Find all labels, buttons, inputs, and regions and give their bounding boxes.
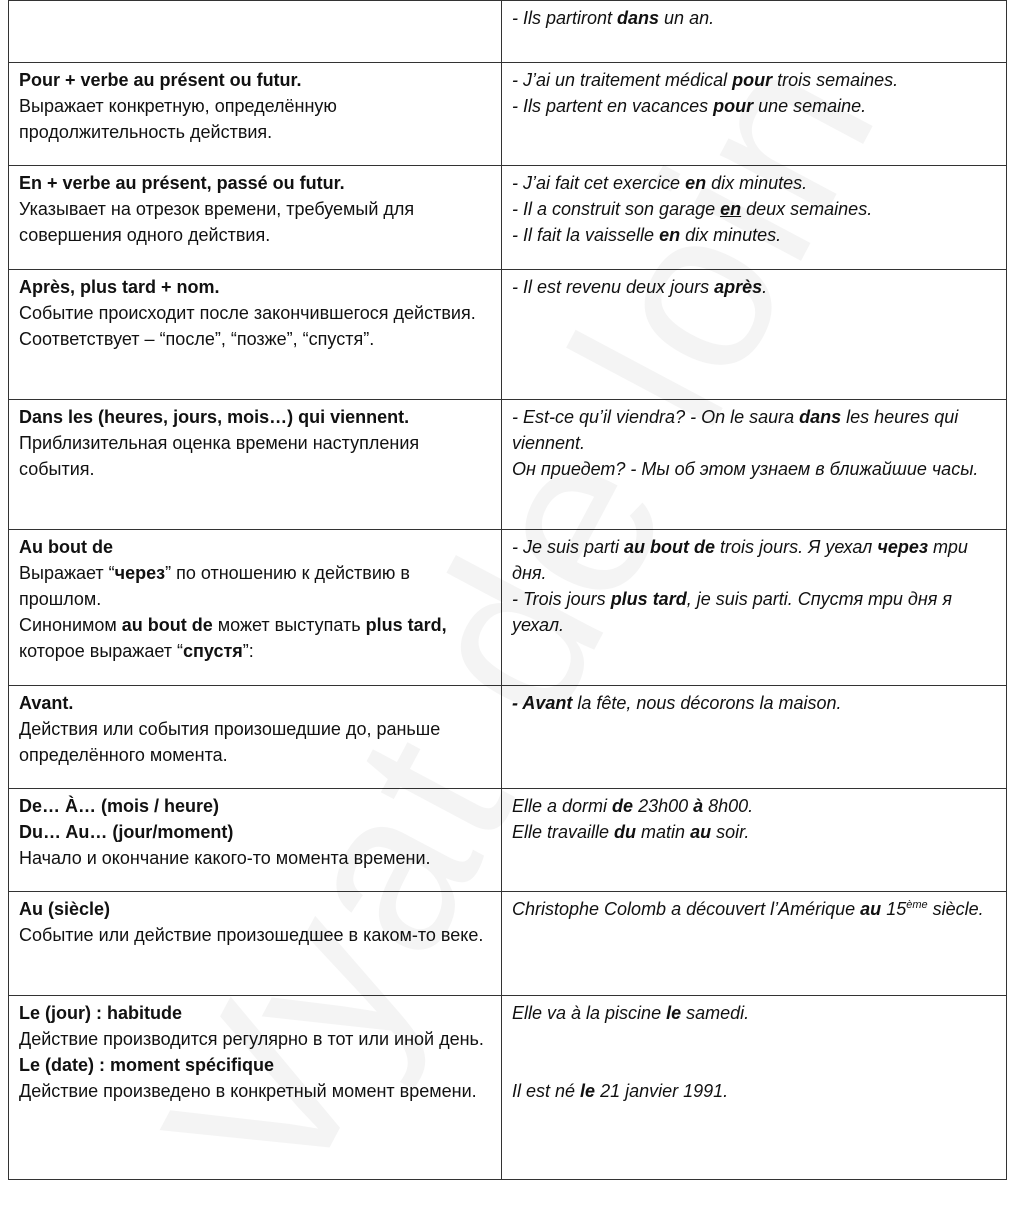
example-cell: [502, 1, 1007, 63]
example-line: [512, 67, 996, 93]
rule-description: [19, 612, 491, 664]
text-run: три дня.: [512, 537, 968, 583]
text-run: en: [720, 199, 742, 219]
rule-heading: Au bout de: [19, 537, 113, 557]
example-line: [512, 690, 996, 716]
text-run: siècle.: [927, 899, 984, 919]
text-run: Выражает “: [19, 563, 115, 583]
text-run: - Ils partiront: [512, 8, 618, 28]
text-run: 21 janvier 1991.: [595, 1081, 729, 1101]
text-run: plus tard: [610, 589, 687, 609]
example-line: [512, 586, 996, 638]
text-run: - Je suis parti: [512, 537, 625, 557]
text-run: la fête, nous décorons la maison.: [572, 693, 842, 713]
text-run: - Avant: [512, 693, 573, 713]
rule-heading: Le (jour) : habitude: [19, 1003, 182, 1023]
rule-cell: [9, 996, 502, 1180]
example-cell: [502, 63, 1007, 166]
text-run: le: [666, 1003, 682, 1023]
rule-heading: Avant.: [19, 693, 74, 713]
table-row: [9, 996, 1007, 1180]
text-run: Christophe Colomb a découvert l’Amérique: [512, 899, 861, 919]
rule-cell: [9, 63, 502, 166]
text-run: samedi.: [681, 1003, 750, 1023]
example-cell: [502, 400, 1007, 530]
rule-cell: [9, 270, 502, 400]
rule-description: Действие производится регулярно в тот или иной день.: [19, 1029, 484, 1049]
example-cell: [502, 892, 1007, 996]
rule-description: Выражает конкретную, определённую продолжительность действия.: [19, 96, 337, 142]
rule-description: Указывает на отрезок времени, требуемый для совершения одного действия.: [19, 199, 415, 245]
rule-description: [19, 560, 491, 612]
example-line: [512, 93, 996, 119]
rule-heading: Au (siècle): [19, 899, 111, 919]
text-run: dans: [799, 407, 842, 427]
rule-heading: Le (date) : moment spécifique: [19, 1055, 275, 1075]
example-cell: [502, 166, 1007, 270]
text-run: pour: [732, 70, 773, 90]
text-run: Он приедет? - Мы об этом узнаем в ближайшие часы.: [512, 459, 979, 479]
table-row: [9, 530, 1007, 686]
table-row: [9, 270, 1007, 400]
text-run: - Il fait la vaisselle: [512, 225, 660, 245]
table-row: [9, 400, 1007, 530]
table-row: [9, 686, 1007, 789]
rule-cell: [9, 1, 502, 63]
text-run: Elle a dormi: [512, 796, 613, 816]
grammar-table: [8, 0, 1007, 1180]
text-run: - Il est revenu deux jours: [512, 277, 715, 297]
text-run: en: [685, 173, 707, 193]
text-run: - J’ai fait cet exercice: [512, 173, 686, 193]
text-run: ”:: [242, 641, 254, 661]
example-line: [512, 222, 996, 248]
example-line: [512, 170, 996, 196]
rule-description: Действие произведено в конкретный момент времени.: [19, 1081, 477, 1101]
example-cell: [502, 530, 1007, 686]
rule-heading: Pour + verbe au présent ou futur.: [19, 70, 302, 90]
text-run: deux semaines.: [741, 199, 873, 219]
rule-cell: [9, 400, 502, 530]
text-run: 23h00: [633, 796, 694, 816]
text-run: en: [659, 225, 681, 245]
rule-heading: De… À… (mois / heure): [19, 796, 220, 816]
text-run: Синонимом: [19, 615, 122, 635]
example-line: [512, 196, 996, 222]
text-run: les heures qui viennent.: [512, 407, 959, 453]
rule-cell: [9, 686, 502, 789]
text-run: après: [714, 277, 763, 297]
text-run: .: [762, 277, 768, 297]
text-run: 8h00.: [703, 796, 754, 816]
text-run: matin: [636, 822, 691, 842]
text-run: dix minutes.: [706, 173, 808, 193]
rule-description: Действия или события произошедшие до, раньше определённого момента.: [19, 719, 441, 765]
example-line: [512, 456, 996, 482]
text-run: un an.: [659, 8, 715, 28]
example-line: [512, 5, 996, 31]
example-cell: [502, 789, 1007, 892]
rule-description: Начало и окончание какого-то момента времени.: [19, 848, 431, 868]
rule-description: Приблизительная оценка времени наступления события.: [19, 433, 420, 479]
example-line: [512, 534, 996, 586]
example-cell: [502, 686, 1007, 789]
text-run: которое выражает “: [19, 641, 184, 661]
text-run: trois semaines.: [772, 70, 899, 90]
rule-cell: [9, 789, 502, 892]
text-run: pour: [713, 96, 754, 116]
text-run: au: [860, 899, 882, 919]
text-run: soir.: [711, 822, 750, 842]
rule-heading: Du… Au… (jour/moment): [19, 822, 234, 842]
rule-heading: Dans les (heures, jours, mois…) qui viennent.: [19, 407, 410, 427]
example-cell: [502, 996, 1007, 1180]
example-line: [512, 1078, 996, 1104]
text-run: - J’ai un traitement médical: [512, 70, 733, 90]
text-run: - Ils partent en vacances: [512, 96, 714, 116]
text-run: Elle va à la piscine: [512, 1003, 667, 1023]
text-run: - Il a construit son garage: [512, 199, 721, 219]
text-run: à: [693, 796, 704, 816]
text-run: au bout de: [624, 537, 716, 557]
rule-description: Событие происходит после закончившегося действия. Соответствует – “после”, “позже”, “спустя”.: [19, 303, 476, 349]
table-row: [9, 892, 1007, 996]
text-run: через: [877, 537, 929, 557]
rule-cell: [9, 166, 502, 270]
text-run: Elle travaille: [512, 822, 615, 842]
example-line: [512, 274, 996, 300]
rule-heading: Après, plus tard + nom.: [19, 277, 220, 297]
text-run: через: [114, 563, 166, 583]
text-run: 15: [881, 899, 907, 919]
text-run: au bout de: [121, 615, 213, 635]
rule-cell: [9, 530, 502, 686]
spacer: [512, 1052, 996, 1078]
text-run: Il est né: [512, 1081, 581, 1101]
text-run: une semaine.: [753, 96, 867, 116]
text-run: le: [580, 1081, 596, 1101]
text-run: - Trois jours: [512, 589, 611, 609]
text-run: - Est-ce qu’il viendra? - On le saura: [512, 407, 800, 427]
text-run: au: [690, 822, 712, 842]
text-run: ” по отношению к действию в прошлом.: [19, 563, 410, 609]
text-run: , je suis parti. Спустя три дня я уехал.: [512, 589, 952, 635]
table-row: [9, 166, 1007, 270]
text-run: ème: [906, 899, 928, 911]
text-run: dans: [617, 8, 660, 28]
text-run: de: [612, 796, 634, 816]
rule-description: Событие или действие произошедшее в каком-то веке.: [19, 925, 484, 945]
example-line: [512, 1000, 996, 1026]
example-line: [512, 896, 996, 922]
table-row: [9, 789, 1007, 892]
table-row: [9, 1, 1007, 63]
text-run: dix minutes.: [680, 225, 782, 245]
text-run: спустя: [183, 641, 243, 661]
text-run: du: [614, 822, 637, 842]
text-run: plus tard,: [365, 615, 447, 635]
rule-heading: En + verbe au présent, passé ou futur.: [19, 173, 345, 193]
rule-cell: [9, 892, 502, 996]
table-row: [9, 63, 1007, 166]
example-line: [512, 793, 996, 819]
example-line: [512, 404, 996, 456]
example-line: [512, 819, 996, 845]
text-run: может выступать: [212, 615, 366, 635]
example-cell: [502, 270, 1007, 400]
text-run: trois jours. Я уехал: [715, 537, 878, 557]
spacer: [512, 1026, 996, 1052]
